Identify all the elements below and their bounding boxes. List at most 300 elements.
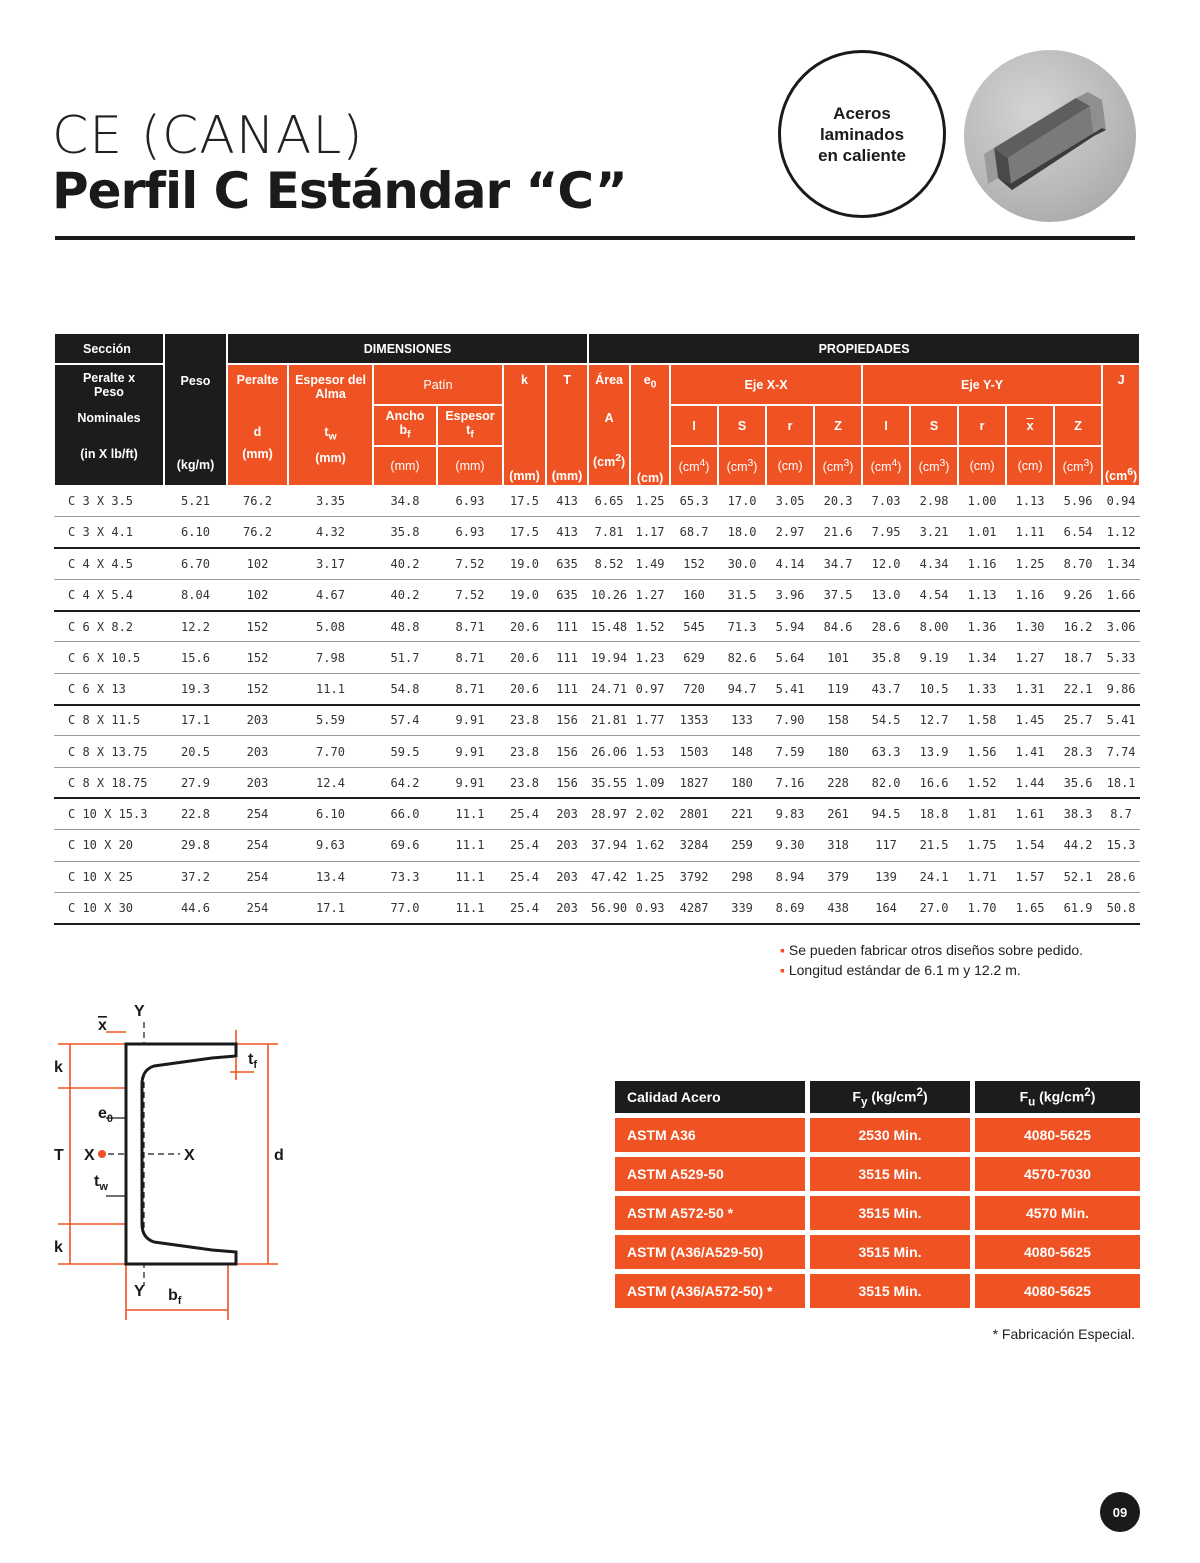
value-cell: 152 (227, 673, 288, 704)
section-cell: C 4 X 4.5 (54, 548, 164, 579)
value-cell: 23.8 (503, 767, 546, 798)
value-cell: 71.3 (718, 611, 766, 642)
h-espesor-alma-col (288, 364, 373, 486)
section-cell: C 10 X 25 (54, 861, 164, 892)
u-yy-Z-sup: 3 (1083, 457, 1090, 469)
value-cell: 1.13 (958, 579, 1006, 610)
value-cell: 38.3 (1054, 798, 1102, 829)
value-cell: 1.27 (1006, 642, 1054, 673)
dg-eo: $e_0$ (98, 1105, 114, 1125)
value-cell: 1.75 (958, 830, 1006, 861)
u-xx-I-sup: 4 (699, 457, 706, 469)
value-cell: 26.06 (588, 736, 630, 767)
value-cell: 9.26 (1054, 579, 1102, 610)
value-cell: 0.94 (1102, 486, 1140, 517)
value-cell: 0.97 (630, 673, 670, 704)
value-cell: 7.16 (766, 767, 814, 798)
dg-tw: $t_w$ (94, 1173, 108, 1193)
value-cell: 228 (814, 767, 862, 798)
value-cell: 11.1 (437, 798, 503, 829)
h-seccion: Sección (54, 333, 164, 364)
value-cell: 629 (670, 642, 718, 673)
value-cell: 10.5 (910, 673, 958, 704)
value-cell: 20.6 (503, 673, 546, 704)
section-cell: C 10 X 15.3 (54, 798, 164, 829)
h-yy-S: S (910, 405, 958, 446)
h-seccion-detail (54, 364, 164, 486)
value-cell: 84.6 (814, 611, 862, 642)
value-cell: 298 (718, 861, 766, 892)
value-cell: 19.0 (503, 548, 546, 579)
dg-x-left: X (84, 1147, 95, 1164)
value-cell: 76.2 (227, 486, 288, 517)
value-cell: 66.0 (373, 798, 437, 829)
u-xx-S-sup: 3 (747, 457, 754, 469)
grade-value-cell: 4080-5625 (975, 1118, 1140, 1152)
section-cell: C 8 X 18.75 (54, 767, 164, 798)
grade-rows (615, 1118, 1140, 1308)
value-cell: 101 (814, 642, 862, 673)
value-cell: 94.7 (718, 673, 766, 704)
dg-xbar: x (98, 1017, 107, 1034)
value-cell: 8.7 (1102, 798, 1140, 829)
value-cell: 160 (670, 579, 718, 610)
value-cell: 17.0 (718, 486, 766, 517)
value-cell: 1.41 (1006, 736, 1054, 767)
page-title-bold: Perfil C Estándar “C” (52, 162, 627, 220)
u-mm-2: (mm) (315, 450, 346, 465)
value-cell: 9.19 (910, 642, 958, 673)
value-cell: 27.0 (910, 892, 958, 923)
h-fy-unit: (kg/cm (867, 1088, 917, 1105)
grade-value-cell: 3515 Min. (810, 1274, 970, 1308)
value-cell: 22.8 (164, 798, 227, 829)
value-cell: 4.67 (288, 579, 373, 610)
value-cell: 10.26 (588, 579, 630, 610)
value-cell: 8.00 (910, 611, 958, 642)
table-row (54, 892, 1140, 923)
value-cell: 1.53 (630, 736, 670, 767)
value-cell: 44.6 (164, 892, 227, 923)
value-cell: 148 (718, 736, 766, 767)
value-cell: 1.65 (1006, 892, 1054, 923)
u-yy-I-sup: 4 (891, 457, 898, 469)
value-cell: 139 (862, 861, 910, 892)
value-cell: 1.56 (958, 736, 1006, 767)
value-cell: 7.81 (588, 517, 630, 548)
value-cell: 259 (718, 830, 766, 861)
h-fu-letter: F (1019, 1088, 1029, 1105)
value-cell: 25.4 (503, 892, 546, 923)
value-cell: 7.95 (862, 517, 910, 548)
h-fy-end: ) (922, 1088, 928, 1105)
value-cell: 5.94 (766, 611, 814, 642)
value-cell: 69.6 (373, 830, 437, 861)
u-yy-r: (cm) (958, 446, 1006, 485)
note-item: ▪ Longitud estándar de 6.1 m y 12.2 m. (780, 960, 1140, 980)
value-cell: 7.52 (437, 579, 503, 610)
h-J: J (1117, 373, 1125, 387)
h-eo-col (630, 364, 670, 486)
value-cell: 5.41 (1102, 705, 1140, 736)
value-cell: 77.0 (373, 892, 437, 923)
value-cell: 318 (814, 830, 862, 861)
value-cell: 1.52 (958, 767, 1006, 798)
h-peso-col (164, 333, 227, 486)
u-inlb: (in X lb/ft) (80, 447, 138, 461)
value-cell: 1.11 (1006, 517, 1054, 548)
value-cell: 6.70 (164, 548, 227, 579)
value-cell: 203 (227, 736, 288, 767)
value-cell: 15.48 (588, 611, 630, 642)
value-cell: 1.13 (1006, 486, 1054, 517)
value-cell: 1.61 (1006, 798, 1054, 829)
u-yy-I (862, 446, 910, 485)
h-area-col (588, 364, 630, 486)
u-yy-I-paren: ) (897, 460, 902, 474)
value-cell: 9.83 (766, 798, 814, 829)
product-photo (964, 50, 1136, 222)
value-cell: 254 (227, 892, 288, 923)
table-row (54, 767, 1140, 798)
value-cell: 379 (814, 861, 862, 892)
h-fy-sup: 2 (916, 1085, 923, 1099)
title-rule (55, 236, 1135, 240)
value-cell: 76.2 (227, 517, 288, 548)
value-cell: 11.1 (437, 892, 503, 923)
value-cell: 164 (862, 892, 910, 923)
u-cm2-text: (cm (592, 455, 616, 470)
h-ejeyy: Eje Y-Y (862, 364, 1102, 405)
value-cell: 1.25 (1006, 548, 1054, 579)
h-bf-sub: f (407, 429, 411, 441)
value-cell: 1.57 (1006, 861, 1054, 892)
dg-x-right: X (184, 1147, 195, 1164)
value-cell: 19.3 (164, 673, 227, 704)
u-cm6-paren: ) (1133, 469, 1138, 484)
value-cell: 4287 (670, 892, 718, 923)
value-cell: 5.59 (288, 705, 373, 736)
value-cell: 1.34 (958, 642, 1006, 673)
grade-name-cell: ASTM (A36/A572-50) * (615, 1274, 805, 1308)
value-cell: 6.54 (1054, 517, 1102, 548)
grade-row (615, 1274, 1140, 1308)
value-cell: 50.8 (1102, 892, 1140, 923)
value-cell: 25.4 (503, 830, 546, 861)
value-cell: 20.5 (164, 736, 227, 767)
grade-value-cell: 4570-7030 (975, 1157, 1140, 1191)
h-k: k (521, 373, 528, 387)
value-cell: 221 (718, 798, 766, 829)
value-cell: 16.6 (910, 767, 958, 798)
h-xx-I: I (670, 405, 718, 446)
value-cell: 54.8 (373, 673, 437, 704)
value-cell: 18.8 (910, 798, 958, 829)
value-cell: 48.8 (373, 611, 437, 642)
grade-value-cell: 2530 Min. (810, 1118, 970, 1152)
h-T: T (563, 373, 571, 387)
h-fu (975, 1081, 1140, 1113)
u-xx-S-paren: ) (753, 460, 758, 474)
value-cell: 54.5 (862, 705, 910, 736)
value-cell: 3.21 (910, 517, 958, 548)
dg-T: T (54, 1147, 64, 1164)
value-cell: 180 (814, 736, 862, 767)
page-title-light: CE (CANAL) (52, 106, 364, 166)
value-cell: 3792 (670, 861, 718, 892)
h-peso: Peso (180, 374, 211, 388)
value-cell: 8.71 (437, 642, 503, 673)
u-cm2-paren: ) (621, 455, 626, 470)
value-cell: 44.2 (1054, 830, 1102, 861)
value-cell: 1.71 (958, 861, 1006, 892)
value-cell: 5.96 (1054, 486, 1102, 517)
value-cell: 6.10 (288, 798, 373, 829)
value-cell: 37.5 (814, 579, 862, 610)
table-row (54, 673, 1140, 704)
footnote: * Fabricación Especial. (992, 1326, 1135, 1342)
h-ancho: Ancho (385, 409, 425, 423)
value-cell: 8.71 (437, 673, 503, 704)
value-cell: 37.94 (588, 830, 630, 861)
value-cell: 17.5 (503, 486, 546, 517)
value-cell: 63.3 (862, 736, 910, 767)
value-cell: 37.2 (164, 861, 227, 892)
value-cell: 31.5 (718, 579, 766, 610)
h-nominales: Nominales (77, 411, 141, 425)
grade-name-cell: ASTM A36 (615, 1118, 805, 1152)
value-cell: 11.1 (437, 861, 503, 892)
h-dimensiones: DIMENSIONES (227, 333, 588, 364)
value-cell: 3.06 (1102, 611, 1140, 642)
value-cell: 19.94 (588, 642, 630, 673)
value-cell: 1.66 (1102, 579, 1140, 610)
u-cm-eo: (cm) (636, 470, 664, 485)
value-cell: 133 (718, 705, 766, 736)
grade-row (615, 1157, 1140, 1191)
h-espesor-col (437, 405, 503, 446)
value-cell: 2801 (670, 798, 718, 829)
value-cell: 5.33 (1102, 642, 1140, 673)
value-cell: 545 (670, 611, 718, 642)
dg-k-top: k (54, 1059, 63, 1076)
u-mm-espesor: (mm) (437, 446, 503, 485)
value-cell: 720 (670, 673, 718, 704)
value-cell: 57.4 (373, 705, 437, 736)
value-cell: 12.2 (164, 611, 227, 642)
u-cm6 (1103, 467, 1139, 483)
value-cell: 4.32 (288, 517, 373, 548)
section-cell: C 4 X 5.4 (54, 579, 164, 610)
grade-value-cell: 4080-5625 (975, 1274, 1140, 1308)
value-cell: 3284 (670, 830, 718, 861)
value-cell: 203 (546, 861, 588, 892)
u-yy-Z (1054, 446, 1102, 485)
category-badge (778, 50, 946, 218)
value-cell: 1.01 (958, 517, 1006, 548)
value-cell: 5.21 (164, 486, 227, 517)
h-eo-letter: e (643, 373, 651, 387)
table-row (54, 517, 1140, 548)
note-item: ▪ Se pueden fabricar otros diseños sobre pedido. (780, 940, 1140, 960)
u-cm2 (589, 453, 629, 469)
value-cell: 28.6 (862, 611, 910, 642)
value-cell: 43.7 (862, 673, 910, 704)
table-row (54, 861, 1140, 892)
value-cell: 27.9 (164, 767, 227, 798)
value-cell: 8.70 (1054, 548, 1102, 579)
value-cell: 21.81 (588, 705, 630, 736)
value-cell: 30.0 (718, 548, 766, 579)
value-cell: 1.09 (630, 767, 670, 798)
u-yy-Z-paren: ) (1089, 460, 1094, 474)
channel-section-diagram (50, 1000, 300, 1320)
value-cell: 9.91 (437, 767, 503, 798)
value-cell: 7.70 (288, 736, 373, 767)
h-espesor-alma: Espesor del Alma (295, 373, 366, 401)
value-cell: 102 (227, 579, 288, 610)
value-cell: 47.42 (588, 861, 630, 892)
value-cell: 12.0 (862, 548, 910, 579)
h-patin: Patín (373, 364, 503, 405)
value-cell: 35.6 (1054, 767, 1102, 798)
value-cell: 59.5 (373, 736, 437, 767)
value-cell: 3.35 (288, 486, 373, 517)
value-cell: 8.04 (164, 579, 227, 610)
h-tf-letter: t (466, 423, 471, 437)
value-cell: 203 (227, 767, 288, 798)
value-cell: 2.98 (910, 486, 958, 517)
value-cell: 1827 (670, 767, 718, 798)
value-cell: 3.05 (766, 486, 814, 517)
dg-k-bottom: k (54, 1239, 63, 1256)
section-cell: C 3 X 4.1 (54, 517, 164, 548)
table-row (54, 798, 1140, 829)
dg-bf: $b_f$ (168, 1287, 182, 1307)
value-cell: 56.90 (588, 892, 630, 923)
h-yy-xbar (1006, 405, 1054, 446)
value-cell: 1.58 (958, 705, 1006, 736)
section-cell: C 8 X 11.5 (54, 705, 164, 736)
value-cell: 1.52 (630, 611, 670, 642)
section-cell: C 10 X 20 (54, 830, 164, 861)
value-cell: 117 (862, 830, 910, 861)
value-cell: 21.5 (910, 830, 958, 861)
h-area: Área (595, 373, 623, 387)
value-cell: 203 (546, 798, 588, 829)
value-cell: 12.7 (910, 705, 958, 736)
value-cell: 12.4 (288, 767, 373, 798)
value-cell: 52.1 (1054, 861, 1102, 892)
value-cell: 1.45 (1006, 705, 1054, 736)
grade-value-cell: 3515 Min. (810, 1196, 970, 1230)
table-row (54, 548, 1140, 579)
value-cell: 413 (546, 517, 588, 548)
value-cell: 203 (546, 830, 588, 861)
value-cell: 18.1 (1102, 767, 1140, 798)
value-cell: 1.25 (630, 486, 670, 517)
h-J-col (1102, 364, 1140, 486)
value-cell: 7.74 (1102, 736, 1140, 767)
value-cell: 13.0 (862, 579, 910, 610)
h-eo-sub: 0 (650, 379, 657, 391)
h-ancho-col (373, 405, 437, 446)
value-cell: 1.33 (958, 673, 1006, 704)
u-cm6-sup: 6 (1127, 467, 1133, 478)
grade-value-cell: 4080-5625 (975, 1235, 1140, 1269)
badge-text: Aceros laminados en caliente (818, 103, 906, 165)
h-calidad: Calidad Acero (615, 1081, 805, 1113)
value-cell: 18.0 (718, 517, 766, 548)
h-fy (810, 1081, 970, 1113)
value-cell: 65.3 (670, 486, 718, 517)
value-cell: 158 (814, 705, 862, 736)
value-cell: 7.90 (766, 705, 814, 736)
value-cell: 18.7 (1054, 642, 1102, 673)
h-yy-r: r (958, 405, 1006, 446)
grade-row (615, 1118, 1140, 1152)
value-cell: 28.3 (1054, 736, 1102, 767)
value-cell: 5.64 (766, 642, 814, 673)
value-cell: 9.91 (437, 705, 503, 736)
u-xx-r: (cm) (766, 446, 814, 485)
value-cell: 156 (546, 767, 588, 798)
h-fu-sub: u (1028, 1095, 1036, 1109)
value-cell: 73.3 (373, 861, 437, 892)
dg-y-bottom: Y (134, 1283, 145, 1300)
u-xx-I (670, 446, 718, 485)
u-xx-S-text: (cm (726, 460, 748, 474)
value-cell: 29.8 (164, 830, 227, 861)
value-cell: 68.7 (670, 517, 718, 548)
value-cell: 28.6 (1102, 861, 1140, 892)
value-cell: 25.4 (503, 798, 546, 829)
u-xx-I-paren: ) (705, 460, 710, 474)
value-cell: 5.41 (766, 673, 814, 704)
table-row (54, 705, 1140, 736)
u-yy-S-text: (cm (918, 460, 940, 474)
u-mm-ancho: (mm) (373, 446, 437, 485)
value-cell: 7.52 (437, 548, 503, 579)
value-cell: 15.6 (164, 642, 227, 673)
notes (780, 940, 1140, 980)
value-cell: 261 (814, 798, 862, 829)
value-cell: 17.1 (288, 892, 373, 923)
u-yy-xbar: (cm) (1006, 446, 1054, 485)
value-cell: 7.59 (766, 736, 814, 767)
table-row (54, 486, 1140, 517)
h-tw (289, 425, 372, 443)
value-cell: 3.17 (288, 548, 373, 579)
value-cell: 9.30 (766, 830, 814, 861)
section-cell: C 3 X 3.5 (54, 486, 164, 517)
value-cell: 1.00 (958, 486, 1006, 517)
u-cm2-sup: 2 (615, 453, 621, 464)
u-xx-Z-sup: 3 (843, 457, 850, 469)
value-cell: 152 (227, 611, 288, 642)
value-cell: 4.14 (766, 548, 814, 579)
value-cell: 2.02 (630, 798, 670, 829)
h-bf (374, 423, 436, 443)
value-cell: 156 (546, 736, 588, 767)
steel-grade-table (610, 1076, 1145, 1313)
value-cell: 7.98 (288, 642, 373, 673)
value-cell: 35.8 (373, 517, 437, 548)
value-cell: 51.7 (373, 642, 437, 673)
value-cell: 1.81 (958, 798, 1006, 829)
value-cell: 1.34 (1102, 548, 1140, 579)
value-cell: 2.97 (766, 517, 814, 548)
